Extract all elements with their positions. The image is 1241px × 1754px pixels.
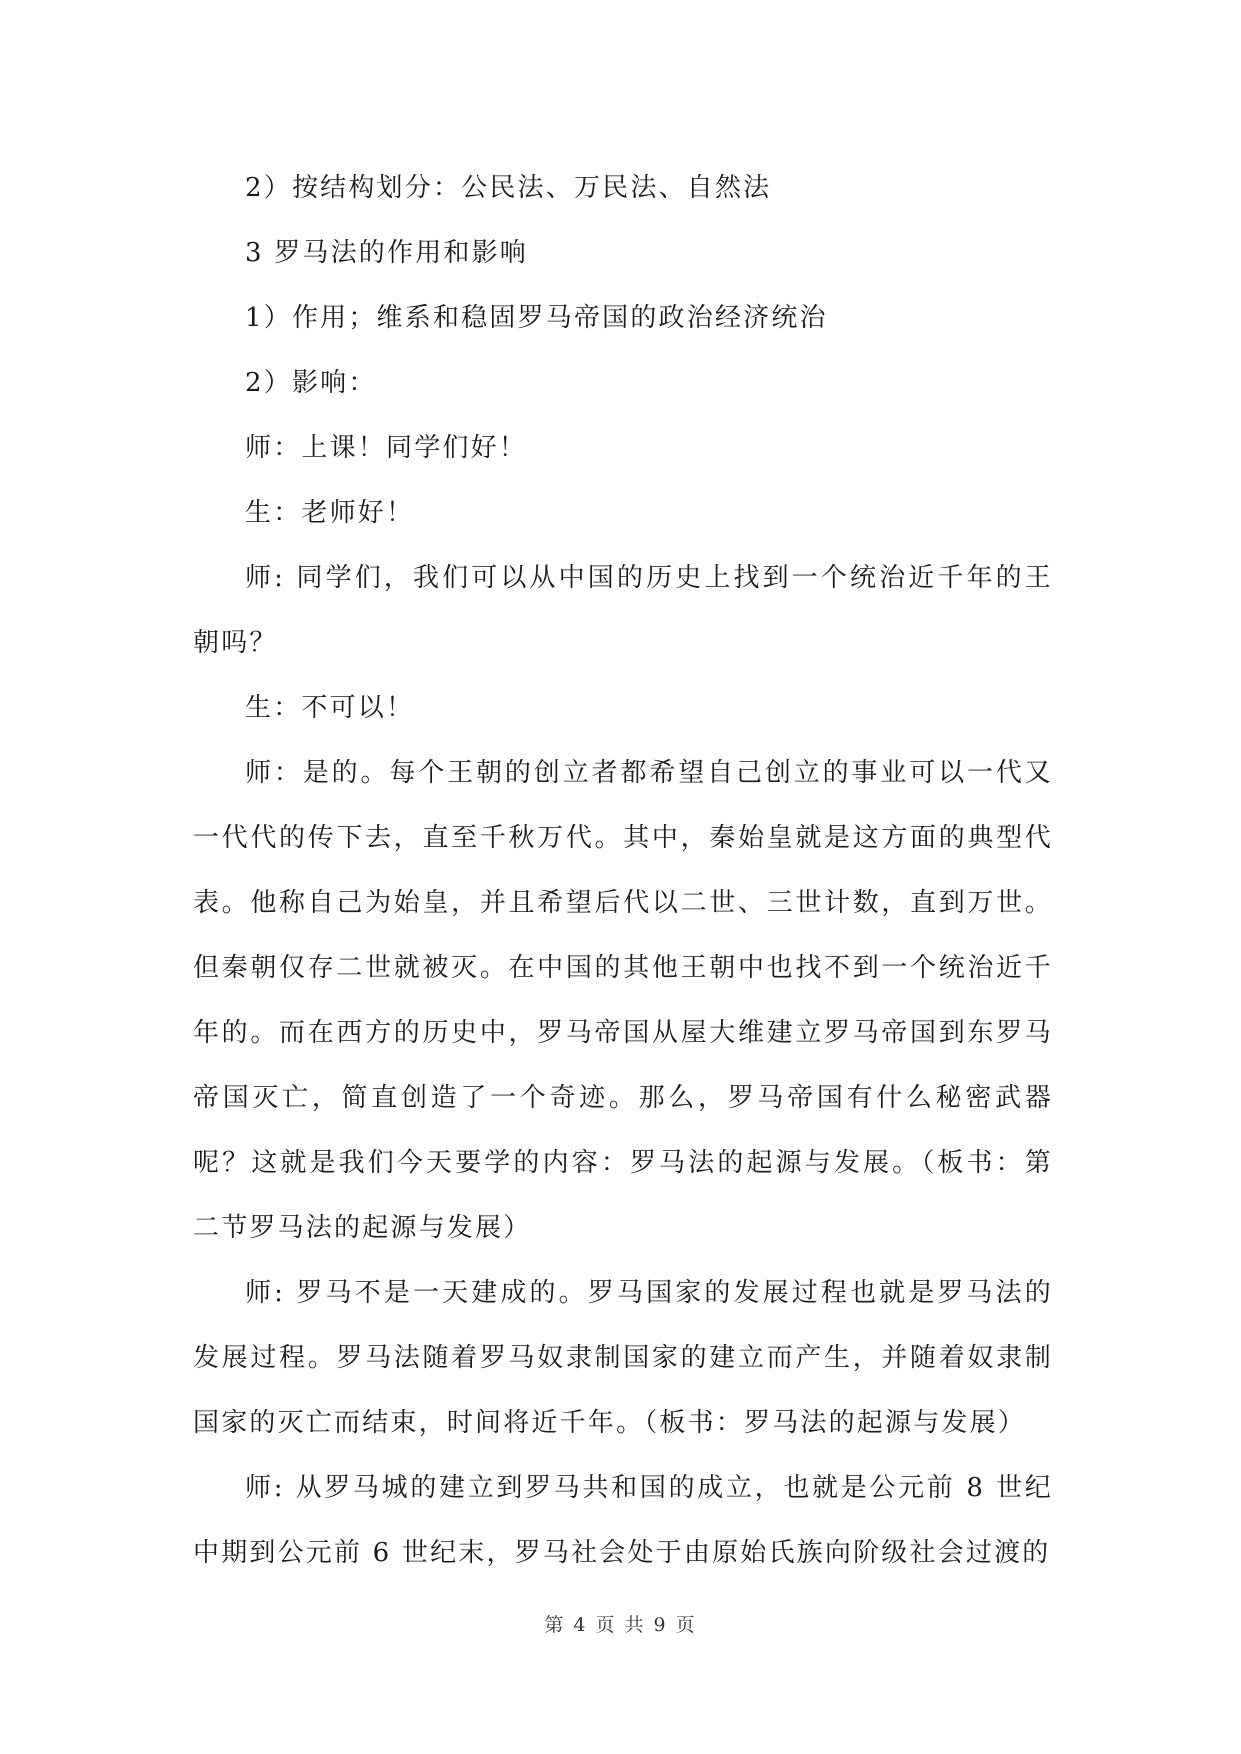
paragraph-influence: 2）影响：: [245, 368, 377, 398]
paragraph-structure-division: 2）按结构划分：公民法、万民法、自然法: [245, 173, 772, 203]
paragraph-teacher-rome-city: 师: 从罗马城的建立到罗马共和国的成立，也就是公元前 8 世纪中期到公元前 6 世纪末，罗马社会处于由原始氏族向阶级社会过渡的: [193, 1473, 1053, 1568]
document-body: [193, 156, 1053, 1586]
paragraph-student-answer: 生：不可以！: [245, 693, 415, 723]
paragraph-role: 1）作用；维系和稳固罗马帝国的政治经济统治: [245, 303, 828, 333]
paragraph-teacher-greeting: 师：上课！同学们好！: [245, 433, 528, 463]
paragraph-teacher-explanation: 师：是的。每个王朝的创立者都希望自己创立的事业可以一代又一代代的传下去，直至千秋万代。其中，秦始皇就是这方面的典型代表。他称自己为始皇，并且希望后代以二世、三世计数，直到万世。但秦朝仅存二世就被灭。在中国的其他王朝中也找不到一个统治近千年的。而在西方的历史中，罗马帝国从屋大维建立罗马帝国到东罗马帝国灭亡，简直创造了一个奇迹。那么，罗马帝国有什么秘密武器呢？这就是我们今天要学的内容：罗马法的起源与发展。（板书：第二节罗马法的起源与发展）: [193, 758, 1053, 1243]
paragraph-heading-role-influence: 3 罗马法的作用和影响: [245, 238, 529, 268]
paragraph-teacher-rome-development: 师: 罗马不是一天建成的。罗马国家的发展过程也就是罗马法的发展过程。罗马法随着罗马奴隶制国家的建立而产生，并随着奴隶制国家的灭亡而结束，时间将近千年。（板书：罗马法的起源与发展）: [193, 1278, 1053, 1438]
page-footer: 第 4 页 共 9 页: [544, 1614, 697, 1636]
paragraph-student-greeting: 生：老师好！: [245, 498, 415, 528]
paragraph-teacher-question: 师: 同学们，我们可以从中国的历史上找到一个统治近千年的王朝吗？: [193, 563, 1053, 658]
